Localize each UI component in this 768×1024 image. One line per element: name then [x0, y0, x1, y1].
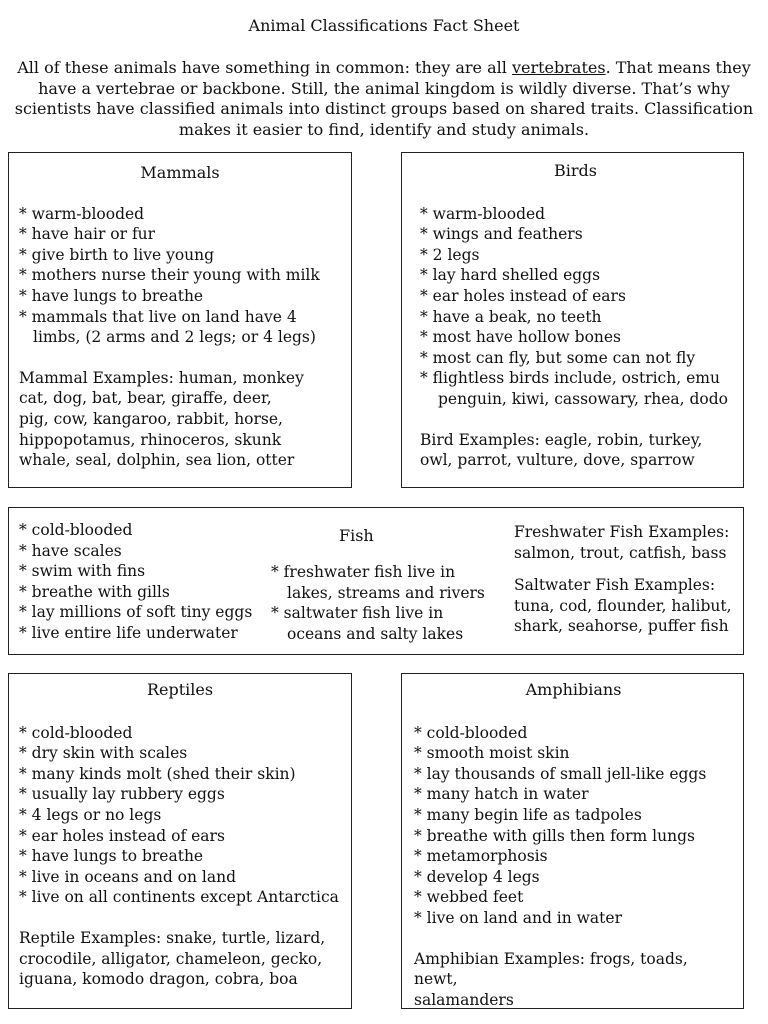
- example-line: salmon, trout, catfish, bass: [514, 543, 727, 562]
- mammals-traits: [19, 204, 341, 348]
- list-item: * lay hard shelled eggs: [420, 266, 601, 285]
- list-item: * cold-blooded: [414, 723, 528, 742]
- list-item: * many kinds molt (shed their skin): [19, 764, 296, 783]
- fish-examples: [514, 522, 732, 637]
- list-item: * smooth moist skin: [414, 744, 570, 763]
- example-line: Amphibian Examples: frogs, toads, newt,: [414, 949, 688, 989]
- saltwater-examples-heading: Saltwater Fish Examples:: [514, 576, 716, 595]
- list-item: limbs, (2 arms and 2 legs; or 4 legs): [33, 328, 316, 347]
- fish-traits: [19, 520, 252, 644]
- list-item: * ear holes instead of ears: [19, 826, 225, 845]
- list-item: * develop 4 legs: [414, 867, 540, 886]
- list-item: * usually lay rubbery eggs: [19, 785, 225, 804]
- list-item: * have a beak, no teeth: [420, 307, 602, 326]
- birds-traits: [420, 204, 731, 410]
- list-item: * breathe with gills: [19, 582, 170, 601]
- fish-habitat: [271, 562, 485, 644]
- list-item: * mammals that live on land have 4: [19, 307, 297, 326]
- fish-box: [8, 507, 744, 655]
- list-item: * live on all continents except Antarctica: [19, 888, 339, 907]
- list-item: * dry skin with scales: [19, 744, 188, 763]
- amphibians-traits: [414, 723, 733, 929]
- intro-text-end: . That means they have a vertebrae or backbone. Still, the animal kingdom is wildly diverse. That’s why scientists have classified animals into distinct groups based on shared traits. Classification makes it easier to find, identify and study animals.: [14, 58, 754, 139]
- example-line: Reptile Examples: snake, turtle, lizard,: [19, 928, 326, 947]
- birds-box: [401, 152, 744, 488]
- example-line: pig, cow, kangaroo, rabbit, horse,: [19, 409, 283, 428]
- list-item: * freshwater fish live in: [271, 563, 456, 581]
- list-item: * 2 legs: [420, 245, 480, 264]
- example-line: shark, seahorse, puffer fish: [514, 617, 729, 636]
- list-item: * webbed feet: [414, 888, 524, 907]
- page-title: Animal Classifications Fact Sheet: [248, 16, 520, 35]
- list-item: * lay millions of soft tiny eggs: [19, 603, 253, 622]
- list-item: * flightless birds include, ostrich, emu: [420, 369, 720, 388]
- example-line: owl, parrot, vulture, dove, sparrow: [420, 451, 695, 470]
- mammals-examples: [19, 368, 341, 471]
- example-line: iguana, komodo dragon, cobra, boa: [19, 970, 298, 989]
- reptiles-examples: [19, 928, 341, 990]
- example-line: tuna, cod, flounder, halibut,: [514, 596, 732, 615]
- birds-title: Birds: [554, 161, 597, 180]
- list-item: * lay thousands of small jell-like eggs: [414, 764, 707, 783]
- amphibians-box: [401, 673, 744, 1009]
- list-item: * metamorphosis: [414, 847, 548, 866]
- list-item: * have hair or fur: [19, 225, 156, 244]
- reptiles-box: [8, 673, 352, 1009]
- example-line: Bird Examples: eagle, robin, turkey,: [420, 430, 703, 449]
- fish-title: Fish: [339, 526, 374, 545]
- list-item: * saltwater fish live in: [271, 604, 444, 623]
- list-item: * give birth to live young: [19, 245, 215, 264]
- list-item: * swim with fins: [19, 562, 146, 581]
- example-line: crocodile, alligator, chameleon, gecko,: [19, 949, 323, 968]
- list-item: * cold-blooded: [19, 521, 133, 539]
- example-line: cat, dog, bat, bear, giraffe, deer,: [19, 389, 272, 408]
- vertebrates-term: vertebrates: [511, 58, 606, 77]
- list-item: lakes, streams and rivers: [287, 583, 485, 602]
- list-item: * ear holes instead of ears: [420, 286, 626, 305]
- example-line: whale, seal, dolphin, sea lion, otter: [19, 451, 295, 470]
- list-item: * live in oceans and on land: [19, 867, 237, 886]
- list-item: * many hatch in water: [414, 785, 589, 804]
- list-item: * have lungs to breathe: [19, 286, 204, 305]
- mammals-title: Mammals: [140, 163, 220, 182]
- list-item: * live on land and in water: [414, 908, 622, 927]
- list-item: * most can fly, but some can not fly: [420, 348, 696, 367]
- intro-paragraph: [12, 58, 756, 140]
- list-item: penguin, kiwi, cassowary, rhea, dodo: [438, 389, 729, 408]
- intro-text-start: All of these animals have something in common: they are all: [17, 58, 512, 77]
- list-item: * most have hollow bones: [420, 328, 622, 347]
- reptiles-traits: [19, 723, 341, 908]
- example-line: salamanders: [414, 990, 514, 1009]
- freshwater-examples-heading: Freshwater Fish Examples:: [514, 523, 730, 541]
- list-item: * 4 legs or no legs: [19, 805, 162, 824]
- list-item: * breathe with gills then form lungs: [414, 826, 695, 845]
- list-item: * have lungs to breathe: [19, 847, 204, 866]
- list-item: * mothers nurse their young with milk: [19, 266, 320, 285]
- list-item: * wings and feathers: [420, 225, 583, 244]
- mammals-box: [8, 152, 352, 488]
- list-item: * warm-blooded: [19, 204, 145, 223]
- example-line: hippopotamus, rhinoceros, skunk: [19, 430, 282, 449]
- list-item: * cold-blooded: [19, 723, 133, 742]
- list-item: * have scales: [19, 541, 122, 560]
- list-item: * warm-blooded: [420, 204, 546, 223]
- birds-examples: [420, 430, 731, 471]
- amphibians-title: Amphibians: [525, 680, 622, 699]
- amphibians-examples: [414, 949, 733, 1011]
- reptiles-title: Reptiles: [146, 680, 214, 699]
- list-item: * live entire life underwater: [19, 623, 238, 642]
- example-line: Mammal Examples: human, monkey: [19, 368, 304, 387]
- list-item: * many begin life as tadpoles: [414, 805, 642, 824]
- list-item: oceans and salty lakes: [287, 624, 464, 643]
